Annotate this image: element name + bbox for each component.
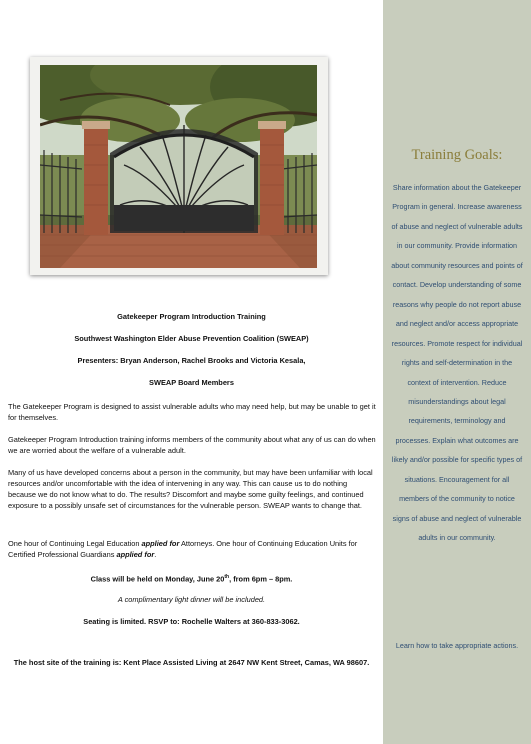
gate-photo [40,65,317,268]
photo-frame [30,57,328,275]
training-goals-sidebar [383,0,531,744]
sidebar-closing-text: Learn how to take appropriate actions. [395,641,519,650]
class-date-time: , from 6pm – 8pm. [229,574,293,584]
host-site: The host site of the training is: Kent Place Assisted Living at 2647 NW Kent Street, Camas, WA 98607. [13,658,370,667]
credits-text-1: One hour of Continuing Legal Education [8,539,142,548]
coalition-name: Southwest Washington Elder Abuse Prevention Coalition (SWEAP) [74,334,309,343]
paragraph-training: Gatekeeper Program Introduction training informs members of the community about what any of us can do when we are worried about the welfare of a vulnerable adult. [8,435,376,455]
sidebar-goals-text: Share information about the Gatekeeper Program in general. Increase awareness of abuse and neglect of vulnerable adults in our community. Provide information about community resources and points of contact. Develop understanding of some reasons why people do not report abuse and neglect and/or access appropriate resources. Promote respect for individual rights and self-determination in the context of intervention. Reduce misunderstandings about legal requirements, terminology and processes. Explain what outcomes are likely and/or possible for specific types of situations. Encouragement for all members of the community to notice signs of abuse and neglect of vulnerable adults in our community. [391,183,523,543]
paragraph-program: The Gatekeeper Program is designed to assist vulnerable adults who may need help, but may be unable to get it for themselves. [8,402,376,422]
dinner-note: A complimentary light dinner will be included. [117,595,266,604]
paragraph-concerns: Many of us have developed concerns about a person in the community, but may have been unfamiliar with local resources and/or uncomfortable with the idea of intervening in any way. This can cause us to do nothing because we do not know what to do. The results? Discomfort and maybe some guilty feelings, and continued exposure to a possibly unsafe set of circumstances for the vulnerable person. SWEAP wants to change that. [8,468,373,510]
credits-text-2: Attorneys. One hour of Continuing Education Units for Certified Professional Guardians [8,539,358,559]
credits-text-3: . [154,550,157,559]
paragraph-credits [8,538,376,560]
presenters: Presenters: Bryan Anderson, Rachel Brooks and Victoria Kesala, [77,356,306,365]
training-title: Gatekeeper Program Introduction Training [117,312,266,321]
credits-applied-1: applied for [141,539,180,548]
presenters-title: SWEAP Board Members [149,378,234,387]
class-date-text: Class will be held on Monday, June 20 [90,574,225,584]
class-date-sup: th [224,574,230,580]
rsvp-info: Seating is limited. RSVP to: Rochelle Walters at 360-833-3062. [83,617,300,626]
sidebar-title: Training Goals: [411,147,503,163]
class-date [0,572,383,584]
credits-applied-2: applied for [116,550,155,559]
